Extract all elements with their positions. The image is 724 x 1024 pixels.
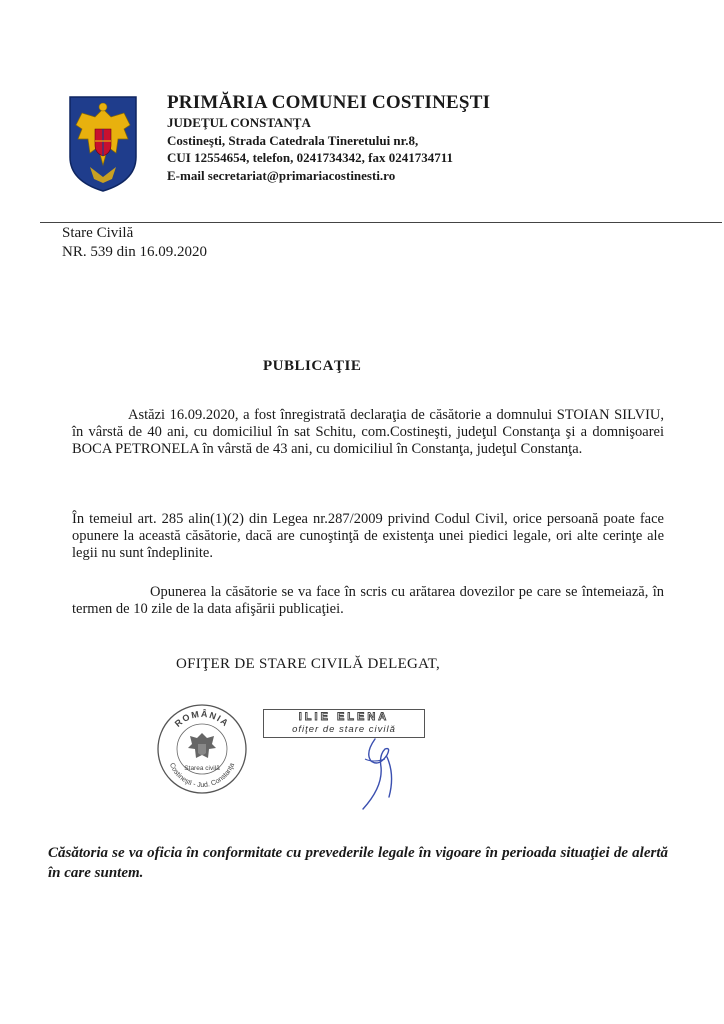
paragraph-legal-basis (72, 511, 664, 562)
institution-header (167, 92, 547, 184)
paragraph-opposition (72, 584, 664, 618)
document-title: PUBLICAŢIE (263, 358, 362, 374)
header-divider (40, 222, 722, 223)
paragraph-opposition-text: Opunerea la căsătorie se va face în scris cu arătarea dovezilor pe care se întemeiază, în termen de 10 zile de la data afişării publicaţiei. (72, 584, 664, 617)
romania-coat-of-arms-icon (68, 95, 138, 193)
paragraph-declaration (72, 407, 664, 458)
institution-address: Costineşti, Strada Catedrala Tineretului nr.8, (167, 132, 419, 148)
seal-country-text: ROMÂNIA (172, 708, 232, 729)
department-block (62, 224, 207, 262)
seal-registry-text: Starea civilă (184, 765, 220, 772)
institution-contact: CUI 12554654, telefon, 0241734342, fax 0241734711 (167, 150, 453, 165)
paragraph-legal-basis-text: În temeiul art. 285 alin(1)(2) din Legea nr.287/2009 privind Codul Civil, orice persoană poate face opunere la această căsătorie, dacă are cunoştinţă de existenţa unei piedici legale, ori alte cerinţe ale legii nu sunt îndeplinite. (72, 511, 664, 561)
handwritten-signature (345, 735, 415, 815)
footer-note: Căsătoria se va oficia în conformitate cu prevederile legale în vigoare în perioada situaţiei de alertă în care suntem. (48, 845, 668, 881)
institution-county: JUDEŢUL CONSTANŢA (167, 115, 311, 130)
institution-title: PRIMĂRIA COMUNEI COSTINEŞTI (167, 92, 491, 113)
svg-text:ROMÂNIA (173, 708, 231, 729)
institution-email: E-mail secretariat@primariacostinesti.ro (167, 167, 396, 183)
officer-role: ofiţer de stare civilă (292, 724, 396, 735)
officer-title: OFIŢER DE STARE CIVILĂ DELEGAT, (176, 656, 441, 672)
paragraph-declaration-text: Astăzi 16.09.2020, a fost înregistrată declaraţia de căsătorie a domnului STOIAN SILVIU, în vârstă de 40 ani, cu domiciliul în sat Schitu, com.Costineşti, judeţul Constanţa şi a domnişoarei BOCA PETRONELA în vârstă de 43 ani, cu domiciliul în Constanţa, judeţul Constanţa. (72, 407, 664, 457)
department-name: Stare Civilă (62, 225, 134, 241)
seal-place-text: Costineşti - Jud. Constanţa (167, 762, 237, 790)
document-reference: NR. 539 din 16.09.2020 (62, 244, 208, 260)
officer-name: ILIE ELENA (298, 711, 390, 723)
civil-registry-seal-icon (156, 703, 248, 795)
officer-name-stamp (263, 709, 425, 738)
